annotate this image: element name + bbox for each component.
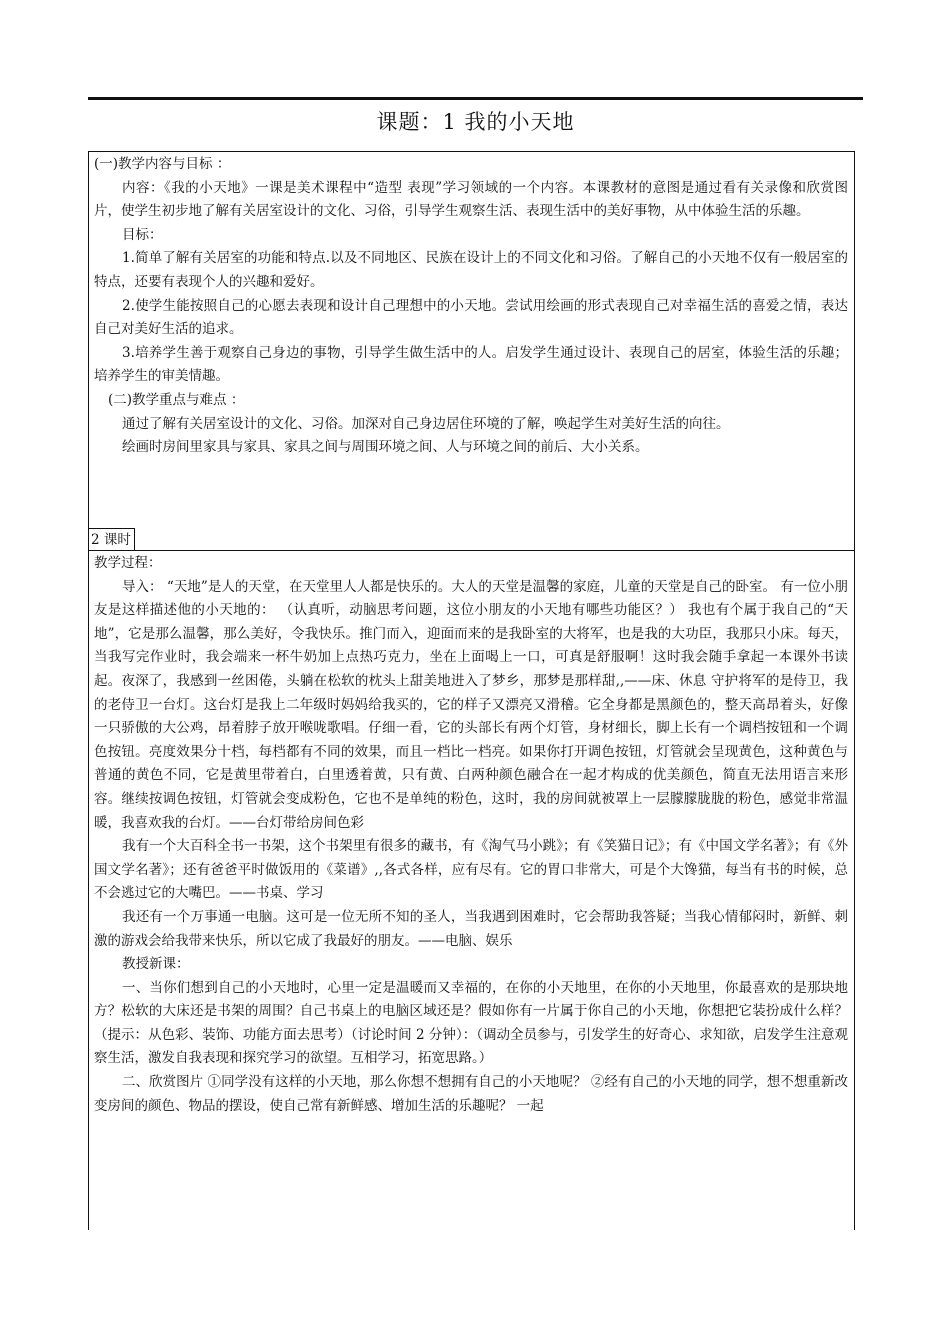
section-heading-process: 教学过程： bbox=[94, 555, 162, 571]
process-content bbox=[89, 551, 854, 1118]
objectives-content bbox=[89, 152, 854, 460]
paragraph-goals-label: 目标： bbox=[122, 226, 163, 243]
paragraph-goal-3: 3.培养学生善于观察自己身边的事物，引导学生做生活中的人。启发学生通过设计、表现自己的居室，体验生活的乐趣；培养学生的审美情趣。 bbox=[94, 344, 848, 385]
paragraph-computer: 我还有一个万事通一电脑。这可是一位无所不知的圣人，当我遇到困难时，它会帮助我答疑；当我心情郁闷时，新鲜、刺激的游戏会给我带来快乐，所以它成了我最好的朋友。——电脑、娱乐 bbox=[94, 908, 848, 949]
paragraph-goal-2: 2.使学生能按照自己的心愿去表现和设计自己理想中的小天地。尝试用绘画的形式表现自己对幸福生活的喜爱之情，表达自己对美好生活的追求。 bbox=[94, 297, 848, 338]
paragraph-key-point: 通过了解有关居室设计的文化、习俗。加深对自己身边居住环境的了解，唤起学生对美好生活的向往。 bbox=[122, 415, 730, 432]
paragraph-bookshelf: 我有一个大百科全书一书架，这个书架里有很多的藏书，有《淘气马小跳》；有《笑猫日记》；有《中国文学名著》；有《外国文学名著》；还有爸爸平时做饭用的《菜谱》,,各式各样，应有尽有。它的胃口非常大，可是个大馋猫，每当有书的时候，总不会逃过它的大嘴巴。——书桌、学习 bbox=[94, 838, 848, 902]
section-heading-key-points: (二)教学重点与难点 ： bbox=[108, 391, 245, 408]
objectives-cell bbox=[88, 151, 855, 551]
paragraph-intro: 导入： “天地”是人的天堂，在天堂里人人都是快乐的。大人的天堂是温馨的家庭，儿童的天堂是自己的卧室。 有一位小朋友是这样描述他的小天地的： （认真听，动脑思考问题，这位小朋友的小天地有哪些功能区？） 我也有个属于我自己的“天地”，它是那么温馨，那么美好，令我快乐。推门而入，迎面而来的是我卧室的大将军，也是我的大功臣，我那只小床。每天，当我写完作业时，我会端来一杯牛奶加上点热巧克力，坐在上面喝上一口，可真是舒服啊！这时我会随手拿起一本课外书读起。夜深了，我感到一丝困倦，头躺在松软的枕头上甜美地进入了梦乡，那梦是那样甜,,——床、休息 守护将军的是侍卫，我的老侍卫一台灯。这台灯是我上二年级时妈妈给我买的，它的样子又漂亮又滑稽。它全身都是黑颜色的，整天高昂着头，好像一只骄傲的大公鸡，昂着脖子放开喉咙歌唱。仔细一看，它的头部长有两个灯管，身材细长，脚上长有一个调档按钮和一个调色按钮。亮度效果分十档，每档都有不同的效果，而且一档比一档亮。如果你打开调色按钮，灯管就会呈现黄色，这种黄色与普通的黄色不同，它是黄里带着白，白里透着黄，只有黄、白两种颜色融合在一起才构成的优美颜色，简直无法用语言来形容。继续按调色按钮，灯管就会变成粉色，它也不是单纯的粉色，这时，我的房间就被罩上一层朦朦胧胧的粉色，感觉非常温暖，我喜欢我的台灯。——台灯带给房间色彩 bbox=[94, 578, 848, 831]
section-heading-content-goals: (一)教学内容与目标 ： bbox=[94, 156, 231, 172]
paragraph-step-2: 二、欣赏图片 ①同学没有这样的小天地，那么你想不想拥有自己的小天地呢？ ②经有自己的小天地的同学，想不想重新改变房间的颜色、物品的摆设，使自己常有新鲜感、增加生活的乐趣呢？ 一起 bbox=[94, 1074, 848, 1114]
paragraph-step-1: 一、当你们想到自己的小天地时，心里一定是温暖而又幸福的，在你的小天地里，在你的小天地里，你最喜欢的是那块地方？松软的大床还是书架的周围？自己书桌上的电脑区域还是？假如你有一片属于你自己的小天地，你想把它装扮成什么样？（提示：从色彩、装饰、功能方面去思考）（讨论时间 2 分钟）：（调动全员参与，引发学生的好奇心、求知欲，启发学生注意观察生活，激发自我表现和探究学习的欲望。互相学习，拓宽思路。） bbox=[94, 979, 848, 1067]
class-hours: 2 课时 bbox=[89, 528, 135, 550]
paragraph-new-lesson-label: 教授新课： bbox=[122, 956, 190, 973]
paragraph-content: 内容：《我的小天地》一课是美术课程中“造型 表现”学习领域的一个内容。本课教材的意图是通过看有关录像和欣赏图片，使学生初步地了解有关居室设计的文化、习俗，引导学生观察生活、表现生活中的美好事物，从中体验生活的乐趣。 bbox=[94, 179, 848, 220]
process-cell bbox=[88, 550, 855, 1230]
lesson-title: 课题：1 我的小天地 bbox=[376, 110, 575, 134]
paragraph-difficulty: 绘画时房间里家具与家具、家具之间与周围环境之间、人与环境之间的前后、大小关系。 bbox=[122, 439, 649, 456]
top-rule bbox=[88, 97, 863, 100]
paragraph-goal-1: 1.简单了解有关居室的功能和特点.以及不同地区、民族在设计上的不同文化和习俗。了解自己的小天地不仅有一般居室的特点，还要有表现个人的兴趣和爱好。 bbox=[94, 250, 848, 290]
